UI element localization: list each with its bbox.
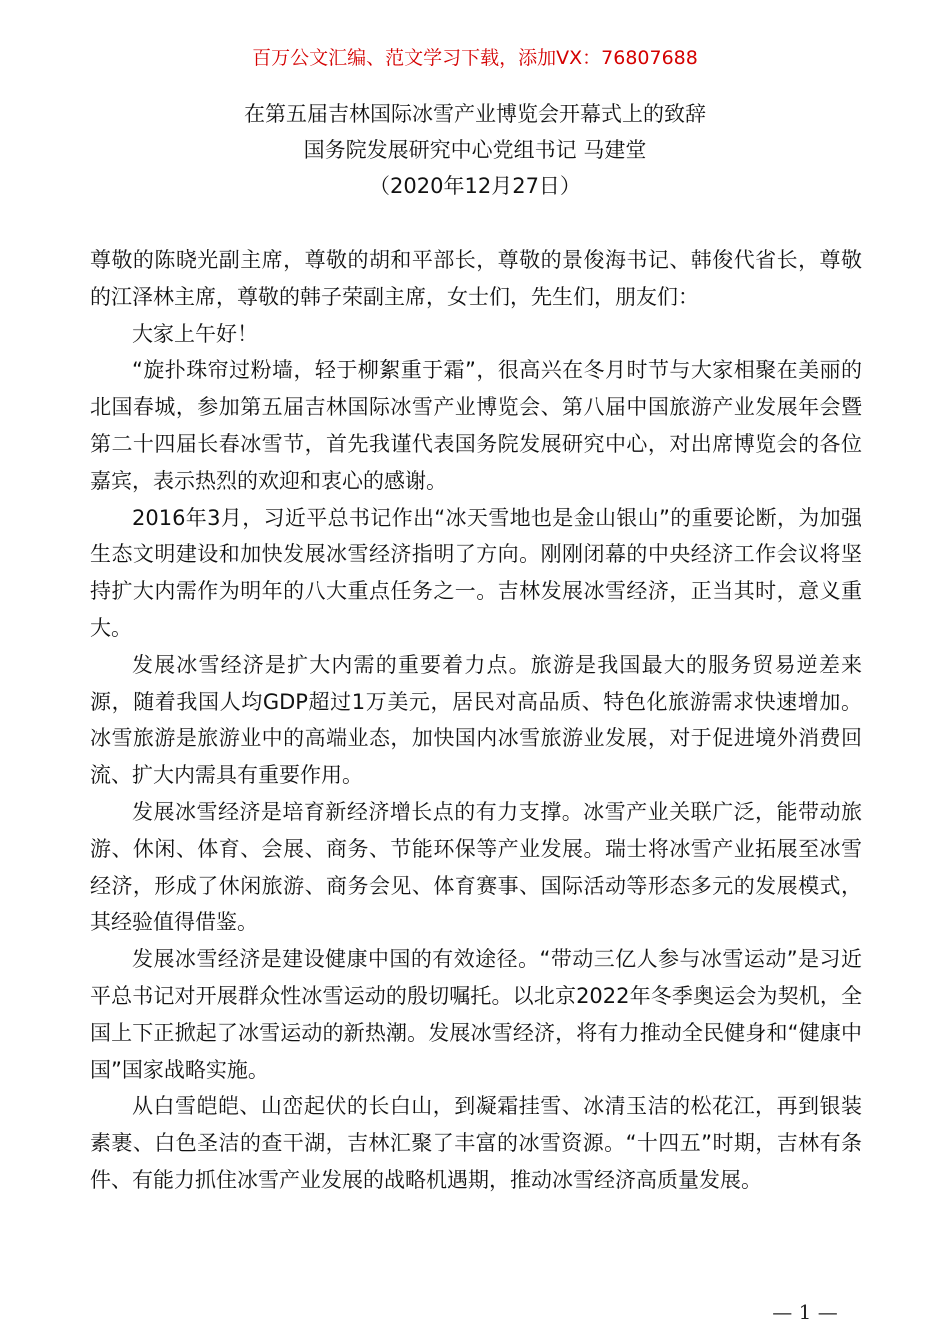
body-paragraph: 2016年3月，习近平总书记作出“冰天雪地也是金山银山”的重要论断，为加强生态文明建设和加快发展冰雪经济指明了方向。刚刚闭幕的中央经济工作会议将坚持扩大内需作为明年的八大重点任务之一。吉林发展冰雪经济，正当其时，意义重大。	[90, 505, 862, 640]
body-text	[90, 242, 862, 1199]
document-title: 在第五届吉林国际冰雪产业博览会开幕式上的致辞	[244, 102, 706, 126]
body-paragraph: 从白雪皑皑、山峦起伏的长白山，到凝霜挂雪、冰清玉洁的松花江，再到银装素裹、白色圣洁的查干湖，吉林汇聚了丰富的冰雪资源。“十四五”时期，吉林有条件、有能力抓住冰雪产业发展的战略机遇期，推动冰雪经济高质量发展。	[90, 1094, 862, 1192]
date-line: （2020年12月27日）	[369, 174, 581, 198]
page-number: — 1 —	[772, 1300, 838, 1324]
greeting-paragraph: 大家上午好！	[132, 321, 258, 346]
header-banner: 百万公文汇编、范文学习下载，添加VX：76807688	[252, 47, 698, 69]
body-paragraph: 发展冰雪经济是培育新经济增长点的有力支撑。冰雪产业关联广泛，能带动旅游、休闲、体育、会展、商务、节能环保等产业发展。瑞士将冰雪产业拓展至冰雪经济，形成了休闲旅游、商务会见、体育赛事、国际活动等形态多元的发展模式，其经验值得借鉴。	[90, 799, 862, 935]
salutation-paragraph: 尊敬的陈晓光副主席，尊敬的胡和平部长，尊敬的景俊海书记、韩俊代省长，尊敬的江泽林主席，尊敬的韩子荣副主席，女士们，先生们，朋友们：	[90, 248, 862, 309]
body-paragraph: 发展冰雪经济是扩大内需的重要着力点。旅游是我国最大的服务贸易逆差来源，随着我国人均GDP超过1万美元，居民对高品质、特色化旅游需求快速增加。冰雪旅游是旅游业中的高端业态，加快国内冰雪旅游业发展，对于促进境外消费回流、扩大内需具有重要作用。	[90, 652, 862, 788]
body-paragraph: 发展冰雪经济是建设健康中国的有效途径。“带动三亿人参与冰雪运动”是习近平总书记对开展群众性冰雪运动的殷切嘱托。以北京2022年冬季奥运会为契机，全国上下正掀起了冰雪运动的新热潮。发展冰雪经济，将有力推动全民健身和“健康中国”国家战略实施。	[90, 947, 862, 1082]
speaker-line: 国务院发展研究中心党组书记 马建堂	[303, 138, 647, 162]
title-block	[0, 96, 950, 204]
body-paragraph: “旋扑珠帘过粉墙，轻于柳絮重于霜”，很高兴在冬月时节与大家相聚在美丽的北国春城，参加第五届吉林国际冰雪产业博览会、第八届中国旅游产业发展年会暨第二十四届长春冰雪节，首先我谨代表国务院发展研究中心，对出席博览会的各位嘉宾，表示热烈的欢迎和衷心的感谢。	[90, 358, 862, 493]
